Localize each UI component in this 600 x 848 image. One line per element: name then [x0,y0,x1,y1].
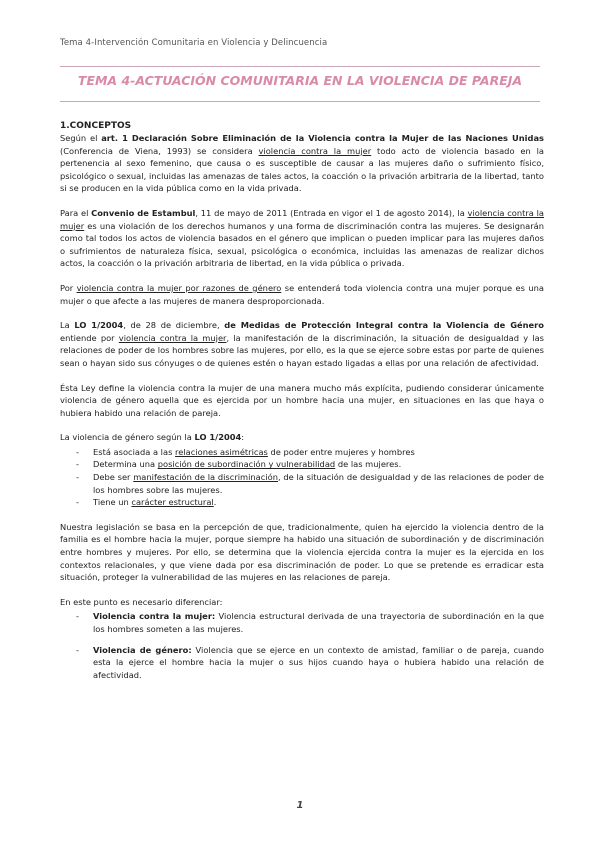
text-run: de poder entre mujeres y hombres [267,446,415,457]
text-run: entiende por [60,332,119,343]
paragraph-ley-define: Ésta Ley define la violencia contra la mujer de una manera mucho más explícita, pudiendo considerar únicamente violencia de género aquella que es ejercida por un hombre hacia una mujer, en situaciones en las que haya o hubiera habido una relación de pareja. [60,382,544,418]
text-run: : [241,432,245,443]
list-item [60,610,544,635]
text-run: La [60,320,75,331]
list-item [60,644,544,682]
paragraph-convenio-estambul [60,207,544,270]
paragraph-legislacion: Nuestra legislación se basa en la percepción de que, tradicionalmente, quien ha ejercido la violencia dentro de la familia es el hombre hacia la mujer, porque siempre ha habido una situación de subordinación y de discriminación entre hombres y mujeres. Por ello, se determina que la violencia ejercida contra la mujer es la ejercida en los contextos relacionales, y que viene dada por esa discriminación de poder. Lo que se pretende es erradicar esta situación, proteger la vulnerabilidad de las mujeres en las relaciones de pareja. [60,521,544,583]
document-title: TEMA 4-ACTUACIÓN COMUNITARIA EN LA VIOLENCIA DE PAREJA [77,73,523,88]
text-run: Determina una [93,459,158,470]
underlined-term: violencia contra la mujer [258,145,372,156]
text-run: , de 28 de diciembre, [123,320,225,331]
underlined-term: violencia contra la mujer [60,207,544,231]
text-run: (Conferencia de Viena, 1993) se considera [60,145,259,156]
text-run: , 11 de mayo de 2011 (Entrada en vigor el 1 de agosto 2014), la [195,207,468,218]
text-run: La violencia de género según la [60,432,195,443]
underlined-term: violencia contra la mujer por razones de género [76,282,282,293]
text-run: Según el [60,133,102,143]
text-run: Tiene un [93,497,132,508]
underlined-term: violencia contra la mujer [118,332,227,343]
paragraph-lo-intro [60,431,544,444]
text-run: . [213,497,217,508]
definition-term: Violencia de género: [93,644,192,655]
paragraph-razones-genero [60,282,544,307]
list-item [60,496,544,509]
definition-term: Violencia contra la mujer: [93,611,216,622]
title-rule-top [60,66,540,67]
text-run: todo acto de violencia basado en la pertenencia al sexo femenino, que causa o es susceptible de causar a las mujeres daño o sufrimiento físico, psicológico o sexual, incluidas las amenazas de tales actos, la coacción o la privación arbitraria de la libertad, tanto si se producen en la vida pública como en la vida privada. [60,145,544,194]
paragraph-definition-onu [60,132,544,195]
running-head: Tema 4-Intervención Comunitaria en Violencia y Delincuencia [60,38,328,48]
text-run: Debe ser [93,472,134,483]
paragraph-lo-2004 [60,319,544,369]
section-heading: 1.CONCEPTOS [60,121,132,131]
bold-reference: Convenio de Estambul [91,207,196,218]
bold-reference: LO 1/2004 [74,320,124,331]
text-run: , la manifestación de la discriminación, la situación de desigualdad y las relaciones de poder de los hombres sobre las mujeres, por ello, es la que se ejerce sobre estas por parte de quienes sean o hayan sido sus cónyuges o de quienes estén o hayan estado ligadas a ellas por una relación de afectividad. [60,332,545,368]
paragraph-diferenciar-intro: En este punto es necesario diferenciar: [60,596,223,607]
list-item [60,471,544,496]
text-run: Para el [60,207,92,218]
underlined-term: carácter estructural [131,497,214,508]
text-run: de las mujeres. [335,459,402,470]
text-run: es una violación de los derechos humanos y una forma de discriminación contra las mujeres. Se designarán como tal todos los actos de violencia basados en el género que implican o pueden implicar para las mujeres daños o sufrimientos de naturaleza física, sexual, psicológica o económica, incluidas las amenazas de realizar dichos actos, la coacción o la privación arbitraria de libertad, en la vida pública o privada. [60,220,544,269]
bold-reference: de Medidas de Protección Integral contra la Violencia de Género [224,320,544,331]
definition-text: Violencia estructural derivada de una trayectoria de subordinación en la que los hombres someten a las mujeres. [93,611,545,634]
underlined-term: relaciones asimétricas [175,446,268,457]
text-run: se entenderá toda violencia contra una mujer porque es una mujer o que afecte a las mujeres de manera desproporcionada. [60,282,544,306]
underlined-term: posición de subordinación y vulnerabilidad [157,459,336,470]
list-item [60,446,544,459]
list-item [60,458,544,471]
bold-reference: LO 1/2004 [194,432,242,443]
document-body [60,120,544,693]
text-run: Por [60,282,77,293]
bold-reference: art. 1 Declaración Sobre Eliminación de la Violencia contra la Mujer de las Naciones Unidas [101,133,544,143]
definitions-list [60,610,544,681]
definition-text: Violencia que se ejerce en un contexto de amistad, familiar o de pareja, cuando esta la ejerce el hombre hacia la mujer o sus hijos cuando haya o hubiera habido una relación de afectividad. [93,644,544,680]
lo-characteristics-list [60,446,544,509]
text-run: , de la situación de desigualdad y de las relaciones de poder de los hombres sobre las mujeres. [93,472,544,495]
text-run: Está asociada a las [93,446,176,457]
underlined-term: manifestación de la discriminación [133,472,278,483]
page-number: 1 [296,800,304,811]
title-rule-bottom [60,101,540,102]
